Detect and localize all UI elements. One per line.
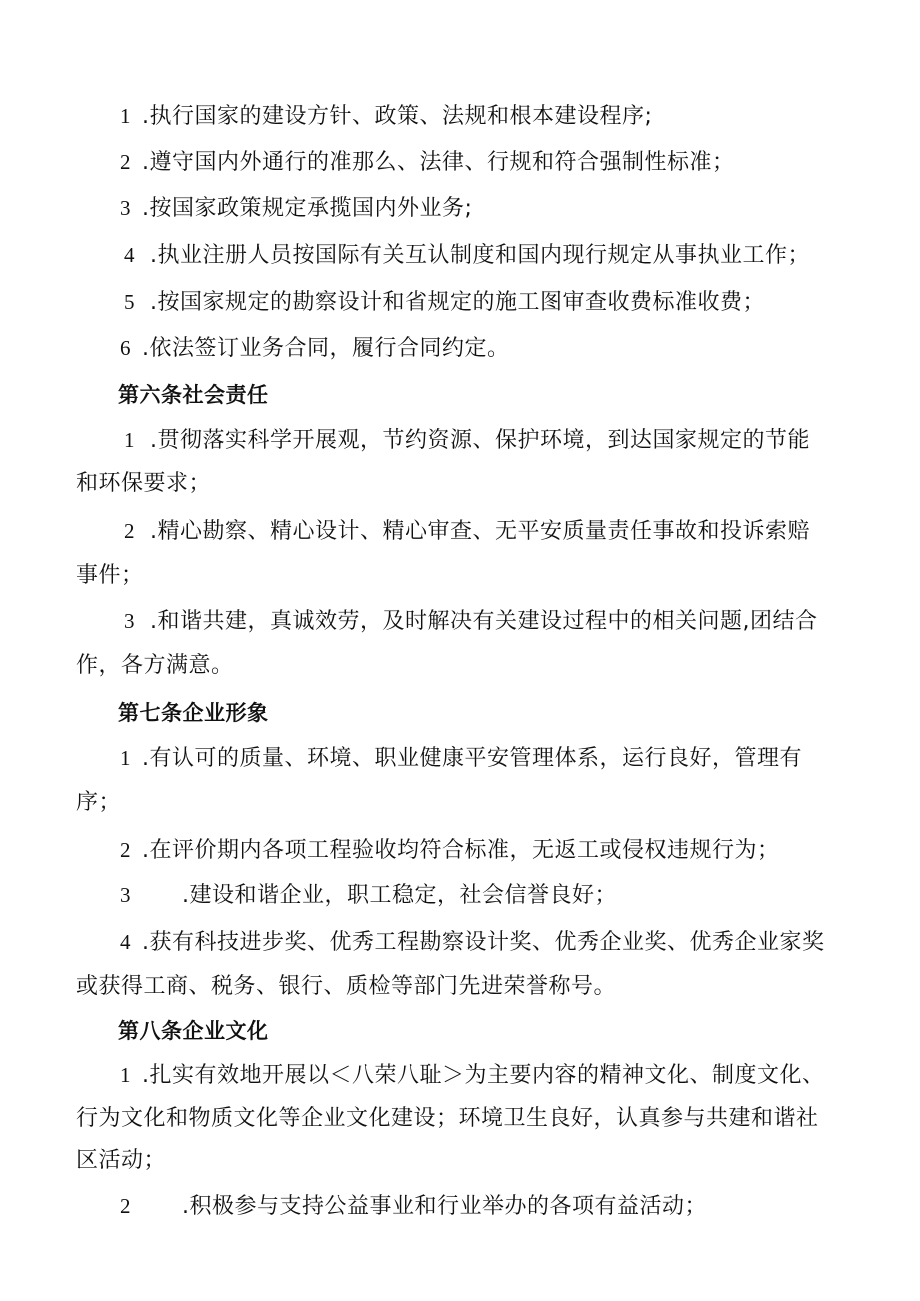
item-number: 3 xyxy=(124,609,135,633)
item-text: .执行国家的建设方针、政策、法规和根本建设程序; xyxy=(142,104,653,129)
list-item xyxy=(124,516,810,547)
item-text: .在评价期内各项工程验收均符合标准，无返工或侵权违规行为； xyxy=(142,838,780,863)
item-number: 3 xyxy=(120,196,131,220)
item-number: 2 xyxy=(120,150,131,174)
list-item xyxy=(120,101,652,132)
item-continuation: 作，各方满意。 xyxy=(76,653,234,678)
list-item xyxy=(124,425,810,456)
item-number: 2 xyxy=(124,519,135,543)
list-item xyxy=(124,606,818,637)
item-number: 6 xyxy=(120,336,131,360)
item-text: .按国家规定的勘察设计和省规定的施工图审查收费标准收费； xyxy=(150,290,765,315)
item-number: 1 xyxy=(120,104,131,128)
item-continuation: 区活动； xyxy=(76,1148,167,1173)
list-item xyxy=(124,287,765,318)
item-number: 4 xyxy=(120,930,131,954)
item-number: 5 xyxy=(124,290,135,314)
list-item xyxy=(120,333,510,364)
section-heading: 第八条企业文化 xyxy=(118,1019,269,1043)
list-item xyxy=(120,835,780,866)
item-text: .贯彻落实科学开展观，节约资源、保护环境，到达国家规定的节能 xyxy=(150,428,810,453)
list-item xyxy=(120,193,472,224)
item-text: .建设和谐企业，职工稳定，社会信誉良好； xyxy=(182,883,617,908)
item-number: 4 xyxy=(124,243,135,267)
list-item xyxy=(120,927,825,958)
section-heading: 第六条社会责任 xyxy=(118,383,269,407)
item-text: .扎实有效地开展以＜八荣八耻＞为主要内容的精神文化、制度文化、 xyxy=(142,1063,825,1088)
item-text: .有认可的质量、环境、职业健康平安管理体系，运行良好，管理有 xyxy=(142,746,802,771)
item-text: .和谐共建，真诚效劳，及时解决有关建设过程中的相关问题,团结合 xyxy=(150,609,818,634)
item-number: 2 xyxy=(120,1194,131,1218)
item-text: .遵守国内外通行的准那么、法律、行规和符合强制性标准； xyxy=(142,150,735,175)
item-number: 3 xyxy=(120,883,131,907)
list-item xyxy=(120,1191,707,1222)
item-number: 1 xyxy=(124,428,135,452)
item-text: .积极参与支持公益事业和行业举办的各项有益活动； xyxy=(182,1194,707,1219)
item-continuation: 行为文化和物质文化等企业文化建设；环境卫生良好，认真参与共建和谐社 xyxy=(76,1106,819,1131)
item-text: .精心勘察、精心设计、精心审查、无平安质量责任事故和投诉索赔 xyxy=(150,519,810,544)
list-item xyxy=(120,743,802,774)
item-continuation: 序； xyxy=(76,790,122,815)
item-text: .获有科技进步奖、优秀工程勘察设计奖、优秀企业奖、优秀企业家奖 xyxy=(142,930,825,955)
item-continuation: 事件； xyxy=(76,563,144,588)
section-heading: 第七条企业形象 xyxy=(118,701,269,725)
item-text: .执业注册人员按国际有关互认制度和国内现行规定从事执业工作； xyxy=(150,243,810,268)
item-continuation: 或获得工商、税务、银行、质检等部门先进荣誉称号。 xyxy=(76,974,617,999)
list-item xyxy=(120,880,617,911)
list-item xyxy=(124,240,810,271)
item-number: 1 xyxy=(120,746,131,770)
item-number: 2 xyxy=(120,838,131,862)
list-item xyxy=(120,1060,825,1091)
list-item xyxy=(120,147,735,178)
item-text: .依法签订业务合同，履行合同约定。 xyxy=(142,336,510,361)
item-text: .按国家政策规定承揽国内外业务; xyxy=(142,196,473,221)
item-continuation: 和环保要求； xyxy=(76,471,212,496)
item-number: 1 xyxy=(120,1063,131,1087)
